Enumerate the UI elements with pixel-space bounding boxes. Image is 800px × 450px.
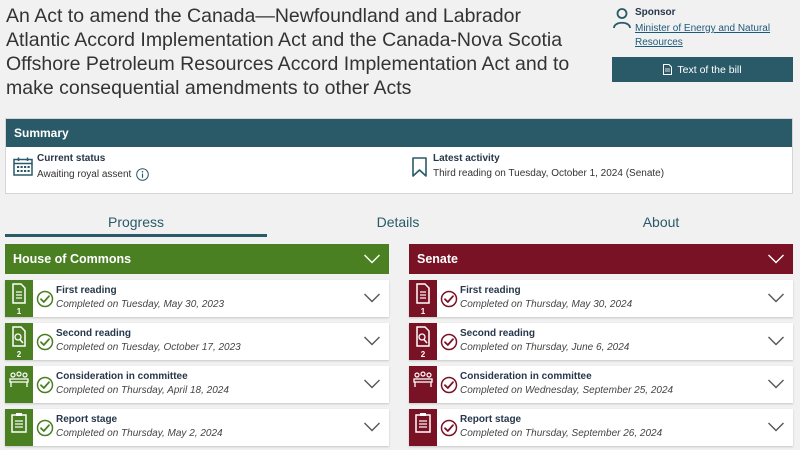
stage-name: Report stage [56, 414, 118, 425]
bookmark-icon [412, 157, 427, 177]
stage-name: First reading [460, 285, 521, 296]
svg-text:1: 1 [420, 306, 426, 316]
house-title: House of Commons [13, 252, 132, 266]
stage-row[interactable] [5, 366, 389, 403]
clipboard-icon [411, 410, 435, 446]
senate-header[interactable] [409, 244, 793, 274]
stage-icon-box [5, 280, 33, 317]
chevron-down-icon[interactable] [767, 378, 785, 390]
stage-date: Completed on Thursday, September 26, 2024 [460, 428, 663, 439]
current-status-label: Current status [37, 153, 106, 164]
calendar-icon [13, 157, 33, 176]
stage-date: Completed on Thursday, June 6, 2024 [460, 342, 630, 353]
tab-progress[interactable]: Progress [5, 205, 267, 237]
senate-title: Senate [417, 252, 458, 266]
check-circle-icon [36, 419, 54, 437]
stage-date: Completed on Thursday, April 18, 2024 [56, 385, 229, 396]
chevron-down-icon[interactable] [363, 292, 381, 304]
tab-bar [5, 205, 793, 237]
stage-row[interactable] [409, 409, 793, 446]
latest-activity [433, 153, 664, 179]
stage-name: Second reading [56, 328, 132, 339]
person-icon [612, 7, 632, 29]
tab-details[interactable]: Details [376, 214, 420, 230]
committee-icon [7, 367, 31, 403]
chevron-down-icon[interactable] [363, 378, 381, 390]
stage-icon-box [409, 323, 437, 360]
tab-about[interactable]: About [642, 214, 680, 230]
summary-panel [5, 118, 793, 194]
text-of-bill-label: Text of the bill [677, 63, 742, 76]
check-circle-icon [440, 290, 458, 308]
summary-heading: Summary [6, 119, 792, 147]
stage-date: Completed on Thursday, May 30, 2024 [460, 299, 633, 310]
current-status-value: Awaiting royal assent [37, 169, 132, 180]
stage-icon-box [409, 409, 437, 446]
stage-date: Completed on Tuesday, October 17, 2023 [56, 342, 241, 353]
stage-row[interactable] [409, 280, 793, 317]
current-status [37, 153, 149, 181]
stage-row[interactable] [5, 323, 389, 360]
stage-name: Report stage [460, 414, 522, 425]
stage-name: Second reading [460, 328, 536, 339]
house-of-commons-panel [5, 244, 389, 446]
stage-date: Completed on Wednesday, September 25, 2024 [460, 385, 674, 396]
stage-icon-box [409, 280, 437, 317]
chevron-down-icon[interactable] [363, 421, 381, 433]
stage-name: Consideration in committee [460, 371, 592, 382]
clipboard-icon [7, 410, 31, 446]
stage-date: Completed on Tuesday, May 30, 2023 [56, 299, 225, 310]
document-search-icon [411, 324, 435, 360]
check-circle-icon [440, 376, 458, 394]
chevron-down-icon[interactable] [363, 253, 381, 265]
document-search-icon [7, 324, 31, 360]
stage-row[interactable] [409, 366, 793, 403]
check-circle-icon [440, 419, 458, 437]
check-circle-icon [36, 333, 54, 351]
chevron-down-icon[interactable] [767, 335, 785, 347]
check-circle-icon [36, 376, 54, 394]
latest-activity-value: Third reading on Tuesday, October 1, 2024 (Senate) [433, 168, 665, 179]
committee-icon [411, 367, 435, 403]
chevron-down-icon[interactable] [767, 421, 785, 433]
chevron-down-icon[interactable] [767, 253, 785, 265]
stage-row[interactable] [5, 280, 389, 317]
check-circle-icon [36, 290, 54, 308]
text-of-bill-button[interactable] [612, 57, 793, 82]
stage-date: Completed on Thursday, May 2, 2024 [56, 428, 223, 439]
document-icon [663, 64, 672, 75]
latest-activity-label: Latest activity [433, 153, 500, 164]
stage-row[interactable] [5, 409, 389, 446]
document-icon [411, 281, 435, 317]
chevron-down-icon[interactable] [767, 292, 785, 304]
svg-text:2: 2 [420, 349, 426, 359]
stage-icon-box [5, 323, 33, 360]
stage-row[interactable] [409, 323, 793, 360]
stage-name: First reading [56, 285, 117, 296]
senate-panel [409, 244, 793, 446]
stage-icon-box [5, 409, 33, 446]
document-icon [7, 281, 31, 317]
bill-title: An Act to amend the Canada—Newfoundland and Labrador Atlantic Accord Implementation Act and the Canada-Nova Scotia Offshore Petroleum Resources Accord Implementation Act and to make consequential amendments to other Acts [6, 5, 570, 99]
house-header[interactable] [5, 244, 389, 274]
stage-name: Consideration in committee [56, 371, 188, 382]
stage-icon-box [409, 366, 437, 403]
info-icon[interactable] [136, 168, 149, 181]
stage-icon-box [5, 366, 33, 403]
sponsor-heading: Sponsor [635, 7, 676, 18]
sponsor-link[interactable]: Minister of Energy and Natural Resources [635, 23, 771, 48]
svg-text:1: 1 [16, 306, 22, 316]
chevron-down-icon[interactable] [363, 335, 381, 347]
check-circle-icon [440, 333, 458, 351]
svg-text:2: 2 [16, 349, 22, 359]
